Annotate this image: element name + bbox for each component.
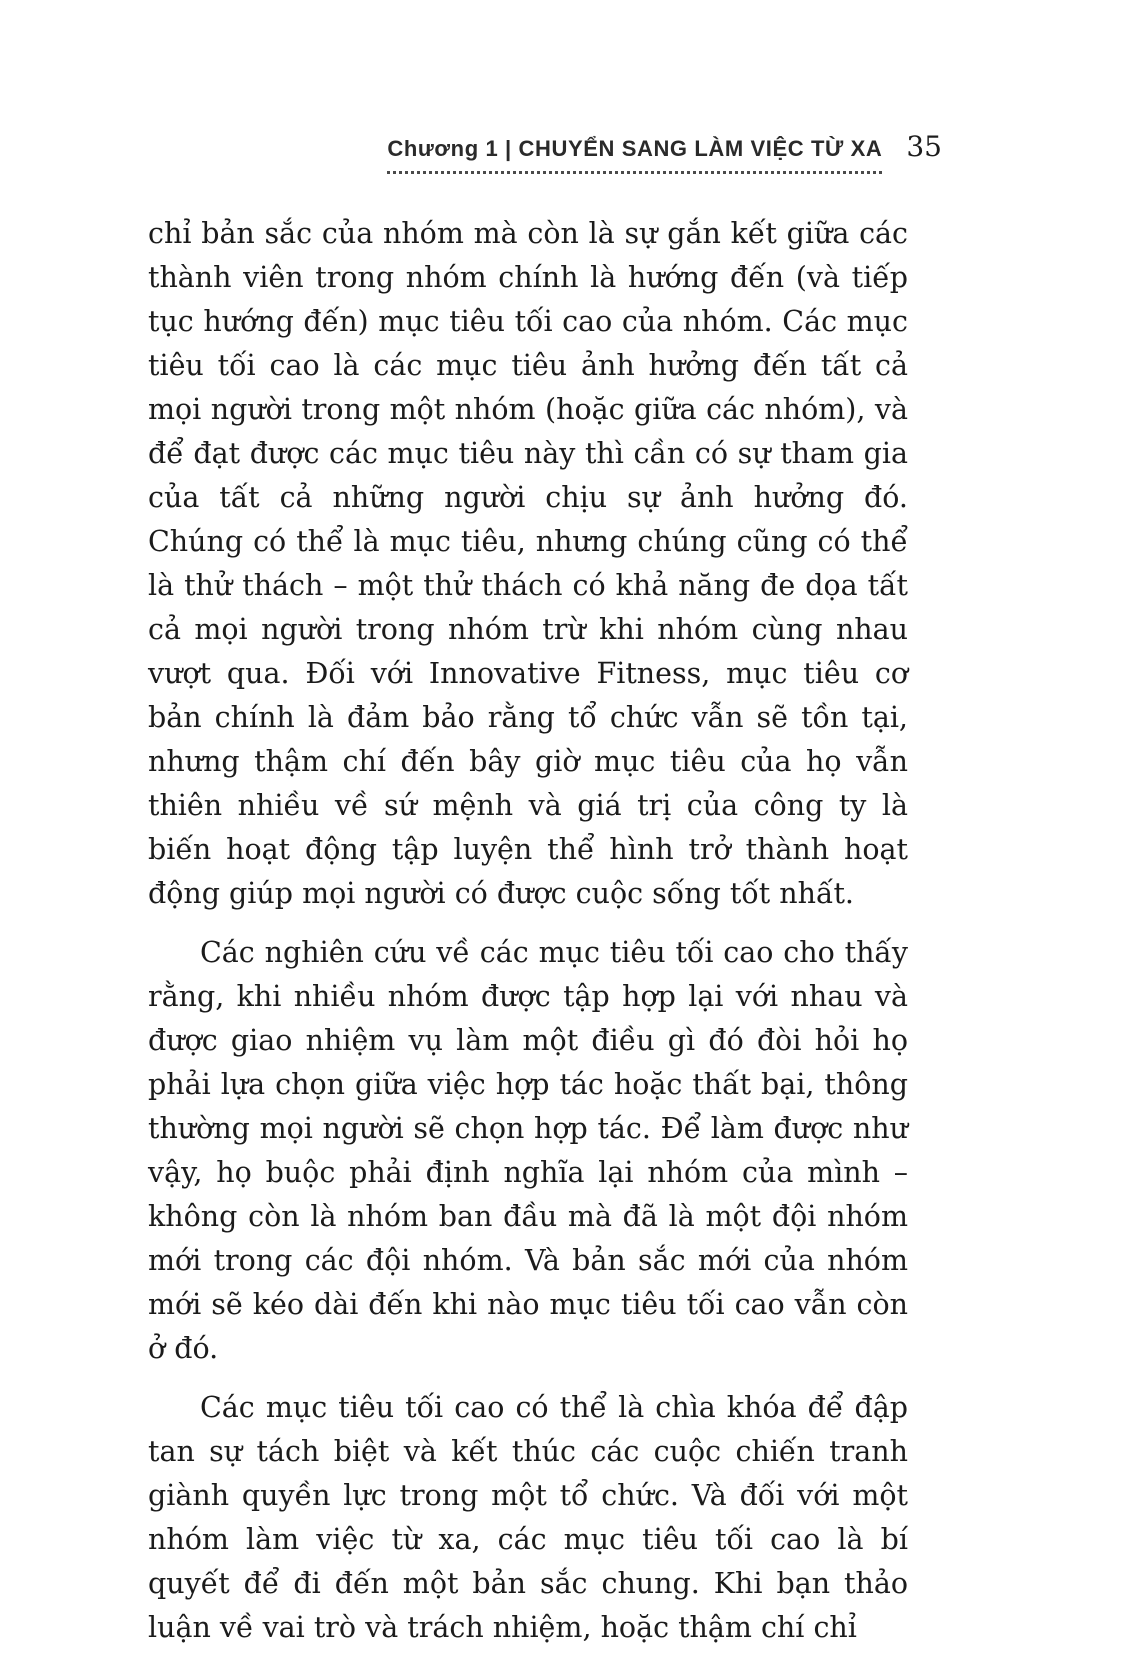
page-number: 35	[906, 130, 942, 163]
paragraph: Các nghiên cứu về các mục tiêu tối cao cho thấy rằng, khi nhiều nhóm được tập hợp lại với nhau và được giao nhiệm vụ làm một điều gì đó đòi hỏi họ phải lựa chọn giữa việc hợp tác hoặc thất bại, thông thường mọi người sẽ chọn hợp tác. Để làm được như vậy, họ buộc phải định nghĩa lại nhóm của mình – không còn là nhóm ban đầu mà đã là một đội nhóm mới trong các đội nhóm. Và bản sắc mới của nhóm mới sẽ kéo dài đến khi nào mục tiêu tối cao vẫn còn ở đó.	[148, 936, 908, 1365]
running-header	[387, 130, 942, 174]
chapter-header-label: Chương 1 | CHUYỂN SANG LÀM VIỆC TỪ XA	[387, 136, 882, 174]
paragraph: Các mục tiêu tối cao có thể là chìa khóa để đập tan sự tách biệt và kết thúc các cuộc chiến tranh giành quyền lực trong một tổ chức. Và đối với một nhóm làm việc từ xa, các mục tiêu tối cao là bí quyết để đi đến một bản sắc chung. Khi bạn thảo luận về vai trò và trách nhiệm, hoặc thậm chí chỉ	[148, 1391, 908, 1644]
body-text-block	[148, 212, 908, 1662]
paragraph: chỉ bản sắc của nhóm mà còn là sự gắn kết giữa các thành viên trong nhóm chính là hướng đến (và tiếp tục hướng đến) mục tiêu tối cao của nhóm. Các mục tiêu tối cao là các mục tiêu ảnh hưởng đến tất cả mọi người trong một nhóm (hoặc giữa các nhóm), và để đạt được các mục tiêu này thì cần có sự tham gia của tất cả những người chịu sự ảnh hưởng đó. Chúng có thể là mục tiêu, nhưng chúng cũng có thể là thử thách – một thử thách có khả năng đe dọa tất cả mọi người trong nhóm trừ khi nhóm cùng nhau vượt qua. Đối với Innovative Fitness, mục tiêu cơ bản chính là đảm bảo rằng tổ chức vẫn sẽ tồn tại, nhưng thậm chí đến bây giờ mục tiêu của họ vẫn thiên nhiều về sứ mệnh và giá trị của công ty là biến hoạt động tập luyện thể hình trở thành hoạt động giúp mọi người có được cuộc sống tốt nhất.	[148, 217, 908, 910]
